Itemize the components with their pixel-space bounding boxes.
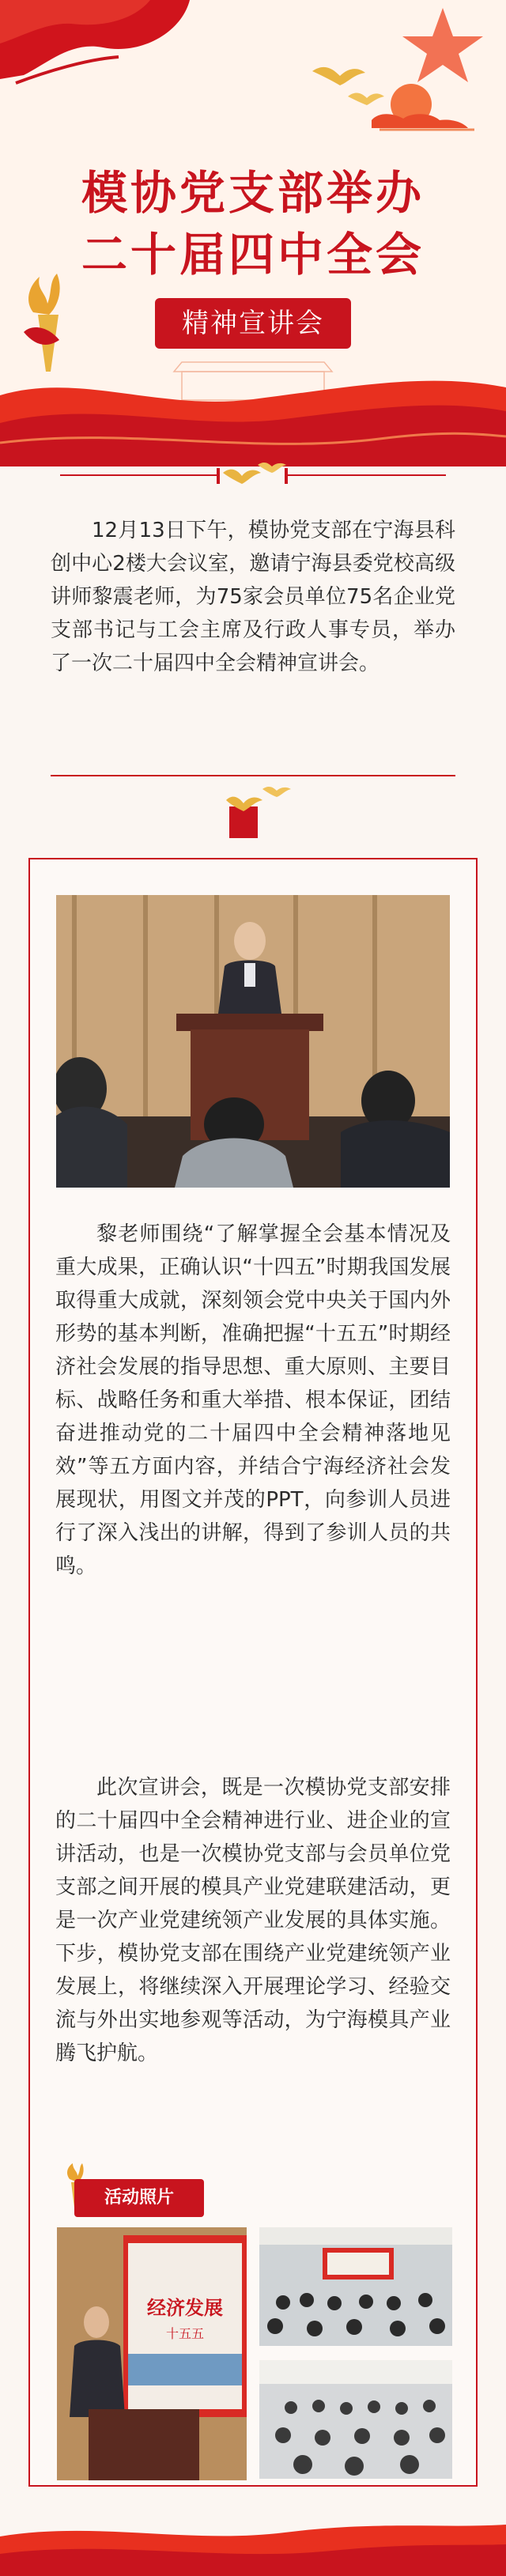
- divider-left: [60, 474, 218, 476]
- intro-paragraph: 12月13日下午，模协党支部在宁海县科创中心2楼大会议室，邀请宁海县委党校高级讲师黎震老师，为75家会员单位75名企业党支部书记与工会主席及行政人事专员，举办了一次二十届四中全会精神宣讲会。: [51, 519, 455, 675]
- slide-text-2: 十五五: [165, 2326, 205, 2341]
- body-paragraph-1: 黎老师围绕“了解掌握全会基本情况及重大成果，正确认识“十四五”时期我国发展取得重大成就，深刻领会党中央关于国内外形势的基本判断，准确把握“十五五”时期经济社会发展的指导思想、重大原则、主要目标、战略任务和重大举措、根本保证，团结奋进推动党的二十届四中全会精神落地见效”等五方面内容，并结合宁海经济社会发展现状，用图文并茂的PPT，向参训人员进行了深入浅出的讲解，得到了参训人员的共鸣。: [55, 1222, 451, 1578]
- activity-photo-audience-image: [259, 2360, 452, 2479]
- activity-photo-speaker: [57, 2227, 247, 2480]
- intro-divider: [51, 775, 455, 776]
- lecture-photo: [56, 895, 450, 1188]
- flag-doves-icon: [217, 783, 296, 846]
- activity-photo-hall: [259, 2227, 452, 2346]
- body-paragraph-2: 此次宣讲会，既是一次模协党支部安排的二十届四中全会精神进行业、进企业的宣讲活动，也是一次模协党支部与会员单位党支部之间开展的模具产业党建联建活动，更是一次产业党建统领产业发展的具体实施。下步，模协党支部在围绕产业党建统领产业发展上，将继续深入开展理论学习、经验交流与外出实地参观等活动，为宁海模具产业腾飞护航。: [55, 1776, 451, 2065]
- footer-wave: [0, 2513, 506, 2576]
- title-line-1: 模协党支部举办: [81, 166, 425, 220]
- divider-right: [288, 474, 446, 476]
- slide-text-1: 经济发展: [147, 2297, 223, 2319]
- activity-photo-hall-image: [259, 2227, 452, 2346]
- photos-section-label: 活动照片: [74, 2179, 204, 2217]
- activity-photo-audience: [259, 2360, 452, 2479]
- footer-wave-decoration: [0, 2513, 506, 2576]
- title-line-2: 二十届四中全会: [81, 228, 425, 281]
- header-banner: [0, 0, 506, 466]
- subtitle-badge: 精神宣讲会: [155, 298, 351, 349]
- lecture-photo-image: [56, 895, 450, 1188]
- doves-icon: [215, 459, 291, 490]
- activity-photo-speaker-image: [57, 2227, 247, 2480]
